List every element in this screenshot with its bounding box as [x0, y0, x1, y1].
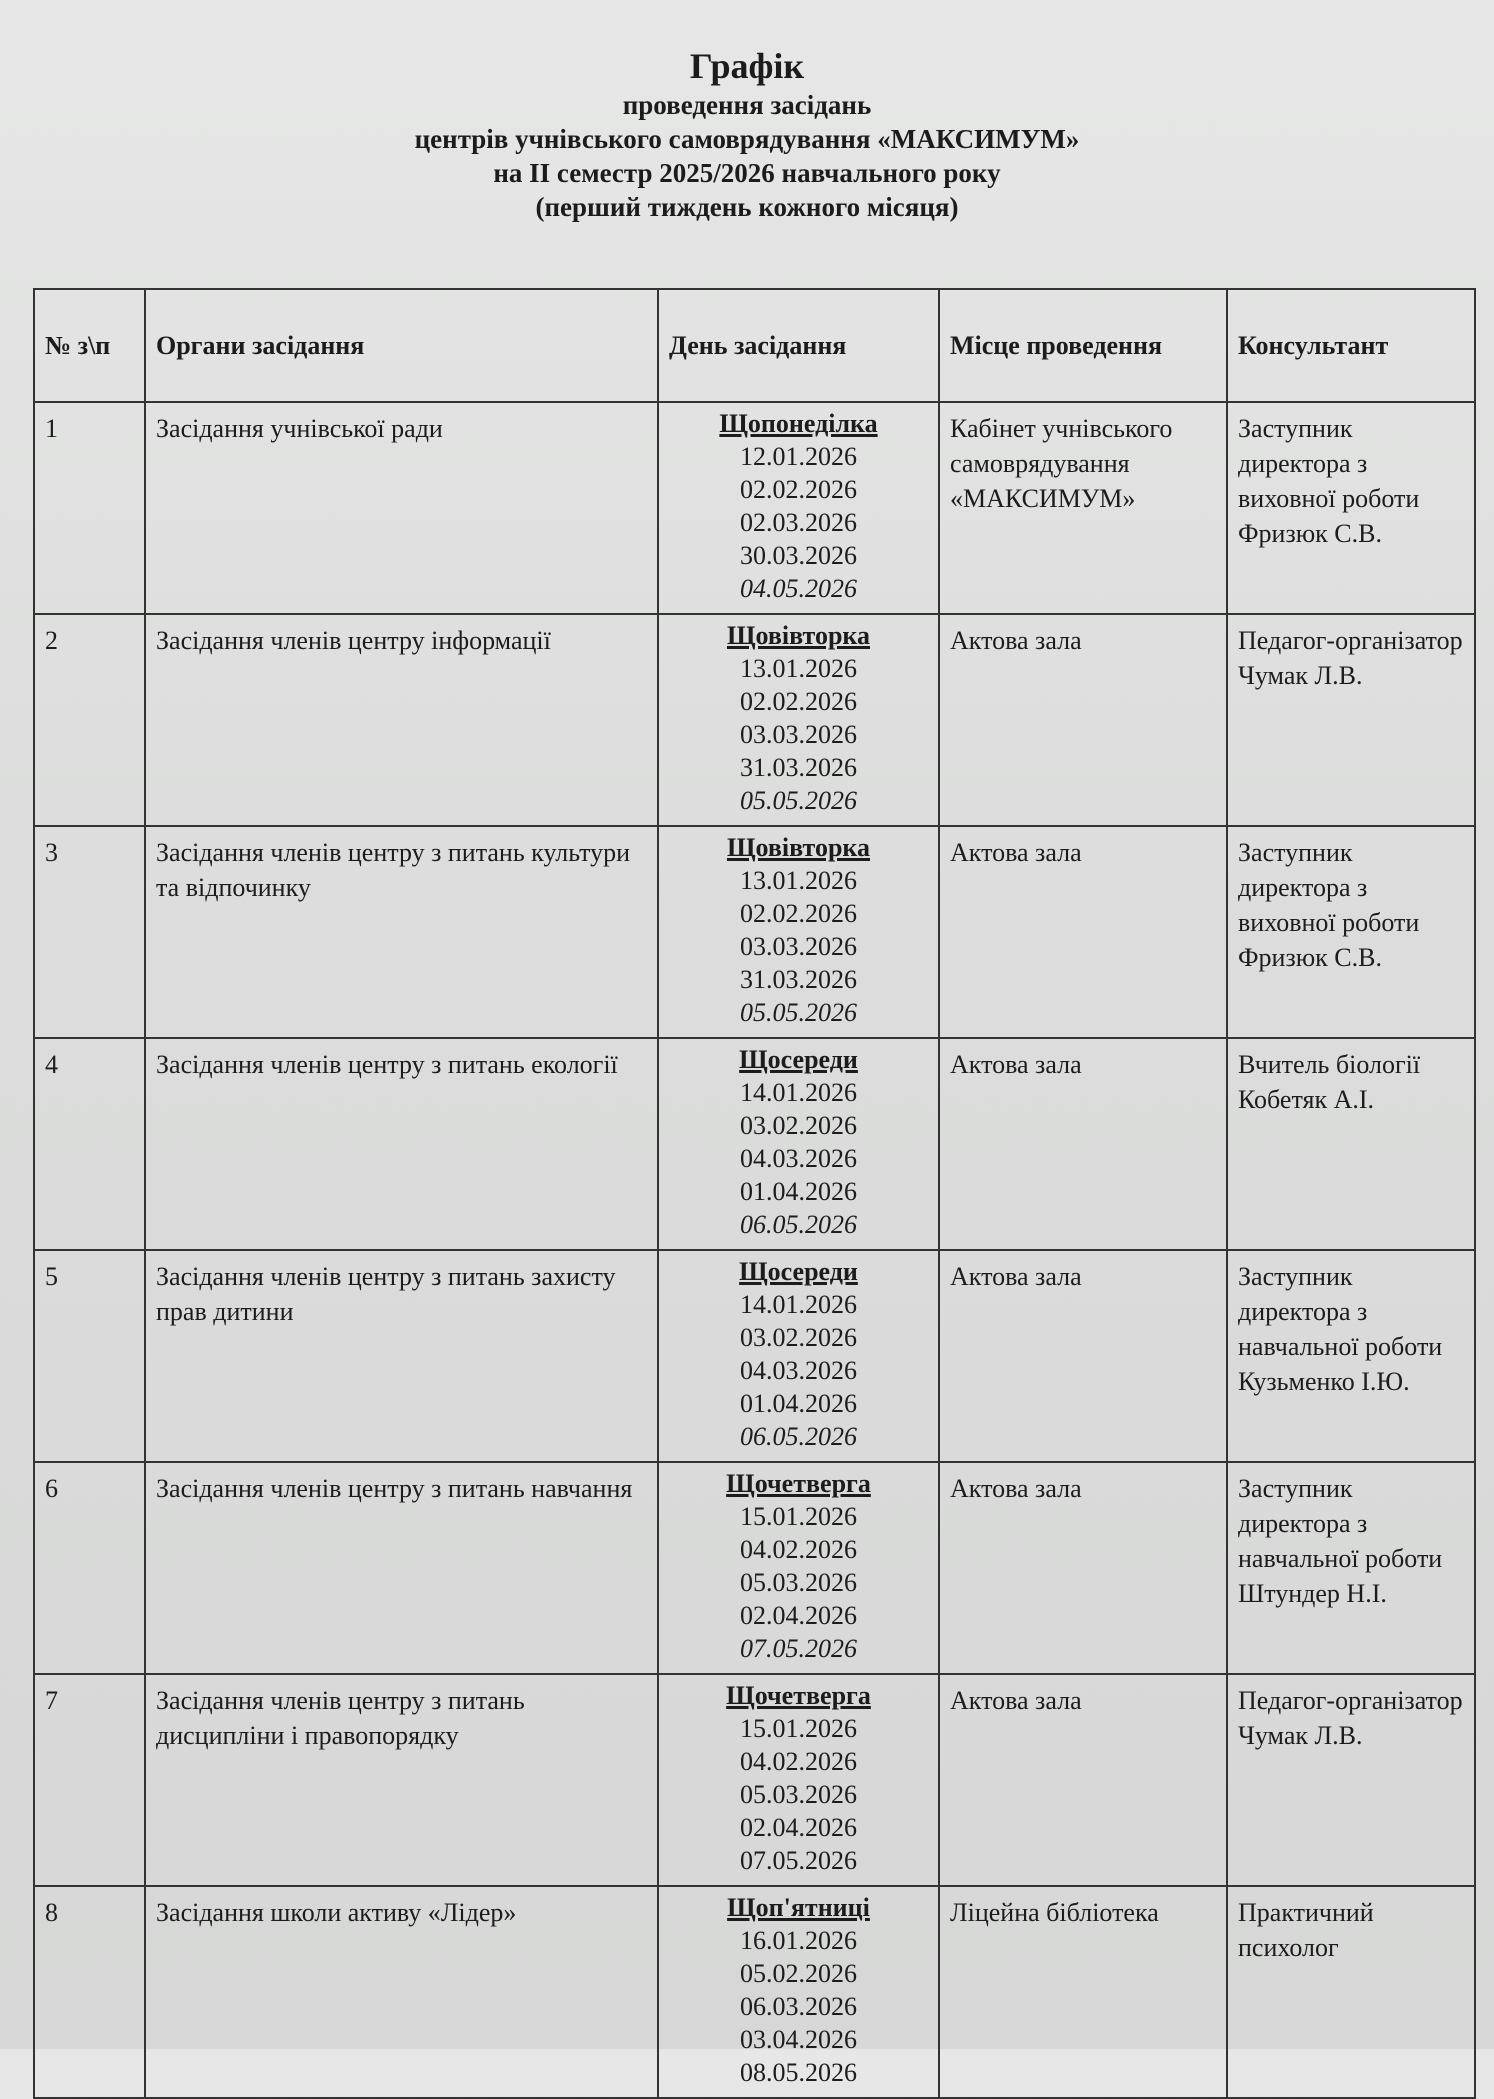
table-row	[34, 402, 1475, 614]
meeting-place: Актова зала	[939, 1674, 1227, 1886]
weekday: Щочетверга	[726, 1681, 871, 1710]
meeting-date: 07.05.2026	[740, 1846, 857, 1875]
meeting-date: 04.03.2026	[740, 1356, 857, 1385]
meeting-date: 06.05.2026	[740, 1422, 857, 1451]
meeting-date: 05.05.2026	[740, 786, 857, 815]
meeting-day-cell	[658, 826, 939, 1038]
row-num: 3	[34, 826, 145, 1038]
meeting-date: 02.02.2026	[740, 687, 857, 716]
meeting-place: Кабінет учнівського самоврядування «МАКСИМУМ»	[939, 402, 1227, 614]
table-row	[34, 1886, 1475, 2098]
meeting-date: 07.05.2026	[740, 1634, 857, 1663]
table-row	[34, 1462, 1475, 1674]
meeting-place: Актова зала	[939, 1038, 1227, 1250]
meeting-date: 08.05.2026	[740, 2058, 857, 2087]
consultant: Педагог-організатор Чумак Л.В.	[1227, 1674, 1475, 1886]
row-num: 6	[34, 1462, 145, 1674]
meeting-place: Ліцейна бібліотека	[939, 1886, 1227, 2098]
meeting-body: Засідання учнівської ради	[145, 402, 658, 614]
meeting-date: 15.01.2026	[740, 1714, 857, 1743]
title-line: центрів учнівського самоврядування «МАКСИМУМ»	[414, 124, 1080, 154]
weekday: Щовівторка	[726, 621, 871, 650]
meeting-date: 02.04.2026	[740, 1813, 857, 1842]
meeting-date: 06.03.2026	[740, 1992, 857, 2021]
consultant: Вчитель біології Кобетяк А.І.	[1227, 1038, 1475, 1250]
row-num: 2	[34, 614, 145, 826]
meeting-day-cell	[658, 1038, 939, 1250]
weekday: Щовівторка	[726, 833, 871, 862]
meeting-date: 02.03.2026	[740, 508, 857, 537]
row-num: 8	[34, 1886, 145, 2098]
consultant: Заступник директора з виховної роботи Фризюк С.В.	[1227, 826, 1475, 1038]
meeting-date: 03.02.2026	[740, 1323, 857, 1352]
meeting-body: Засідання членів центру з питань дисципліни і правопорядку	[145, 1674, 658, 1886]
meeting-date: 05.03.2026	[740, 1780, 857, 1809]
header-day: День засідання	[658, 289, 939, 402]
meeting-date: 14.01.2026	[740, 1078, 857, 1107]
meeting-place: Актова зала	[939, 826, 1227, 1038]
weekday: Щопонеділка	[719, 409, 878, 438]
consultant: Заступник директора з виховної роботи Фризюк С.В.	[1227, 402, 1475, 614]
meeting-day-cell	[658, 402, 939, 614]
row-num: 4	[34, 1038, 145, 1250]
title-line: на ІІ семестр 2025/2026 навчального року	[493, 158, 1001, 188]
meeting-date: 30.03.2026	[740, 541, 857, 570]
row-num: 5	[34, 1250, 145, 1462]
meeting-date: 06.05.2026	[740, 1210, 857, 1239]
meeting-date: 04.02.2026	[740, 1535, 857, 1564]
table-row	[34, 1038, 1475, 1250]
row-num: 7	[34, 1674, 145, 1886]
header-consultant: Консультант	[1227, 289, 1475, 402]
meeting-day-cell	[658, 1886, 939, 2098]
weekday: Щочетверга	[726, 1469, 871, 1498]
header-body: Органи засідання	[145, 289, 658, 402]
meeting-body: Засідання членів центру з питань культури та відпочинку	[145, 826, 658, 1038]
meeting-day-cell	[658, 614, 939, 826]
meeting-date: 01.04.2026	[740, 1389, 857, 1418]
meeting-body: Засідання членів центру з питань екології	[145, 1038, 658, 1250]
meeting-date: 31.03.2026	[740, 965, 857, 994]
weekday: Щосереди	[739, 1257, 858, 1286]
document-title	[0, 44, 1494, 224]
meeting-date: 15.01.2026	[740, 1502, 857, 1531]
header-num: № з\п	[34, 289, 145, 402]
row-num: 1	[34, 402, 145, 614]
table-row	[34, 614, 1475, 826]
meeting-date: 04.03.2026	[740, 1144, 857, 1173]
table-row	[34, 1674, 1475, 1886]
title-line: (перший тиждень кожного місяця)	[535, 192, 959, 222]
weekday: Щосереди	[739, 1045, 858, 1074]
meeting-date: 05.05.2026	[740, 998, 857, 1027]
consultant: Педагог-організатор Чумак Л.В.	[1227, 614, 1475, 826]
meeting-date: 01.04.2026	[740, 1177, 857, 1206]
meeting-date: 13.01.2026	[740, 866, 857, 895]
meeting-body: Засідання членів центру інформації	[145, 614, 658, 826]
meeting-day-cell	[658, 1674, 939, 1886]
meeting-body: Засідання школи активу «Лідер»	[145, 1886, 658, 2098]
meeting-date: 04.02.2026	[740, 1747, 857, 1776]
meeting-date: 31.03.2026	[740, 753, 857, 782]
meeting-date: 13.01.2026	[740, 654, 857, 683]
meeting-date: 03.04.2026	[740, 2025, 857, 2054]
meeting-body: Засідання членів центру з питань навчання	[145, 1462, 658, 1674]
meeting-date: 04.05.2026	[740, 574, 857, 603]
meeting-date: 14.01.2026	[740, 1290, 857, 1319]
title-line: проведення засідань	[622, 90, 872, 120]
meeting-date: 03.03.2026	[740, 932, 857, 961]
header-place: Місце проведення	[939, 289, 1227, 402]
meeting-place: Актова зала	[939, 614, 1227, 826]
consultant: Практичний психолог	[1227, 1886, 1475, 2098]
meeting-date: 03.03.2026	[740, 720, 857, 749]
table-row	[34, 1250, 1475, 1462]
meeting-date: 02.02.2026	[740, 899, 857, 928]
meeting-date: 16.01.2026	[740, 1926, 857, 1955]
table-header	[34, 289, 1475, 402]
weekday: Щоп'ятниці	[727, 1893, 870, 1922]
consultant: Заступник директора з навчальної роботи Штундер Н.І.	[1227, 1462, 1475, 1674]
table-row	[34, 826, 1475, 1038]
meeting-date: 05.03.2026	[740, 1568, 857, 1597]
title-main: Графік	[689, 46, 805, 86]
consultant: Заступник директора з навчальної роботи Кузьменко І.Ю.	[1227, 1250, 1475, 1462]
meeting-date: 02.04.2026	[740, 1601, 857, 1630]
meeting-place: Актова зала	[939, 1462, 1227, 1674]
meeting-date: 02.02.2026	[740, 475, 857, 504]
meeting-date: 03.02.2026	[740, 1111, 857, 1140]
meeting-body: Засідання членів центру з питань захисту прав дитини	[145, 1250, 658, 1462]
meeting-date: 05.02.2026	[740, 1959, 857, 1988]
meeting-day-cell	[658, 1462, 939, 1674]
schedule-table	[33, 288, 1476, 2099]
meeting-date: 12.01.2026	[740, 442, 857, 471]
meeting-day-cell	[658, 1250, 939, 1462]
meeting-place: Актова зала	[939, 1250, 1227, 1462]
